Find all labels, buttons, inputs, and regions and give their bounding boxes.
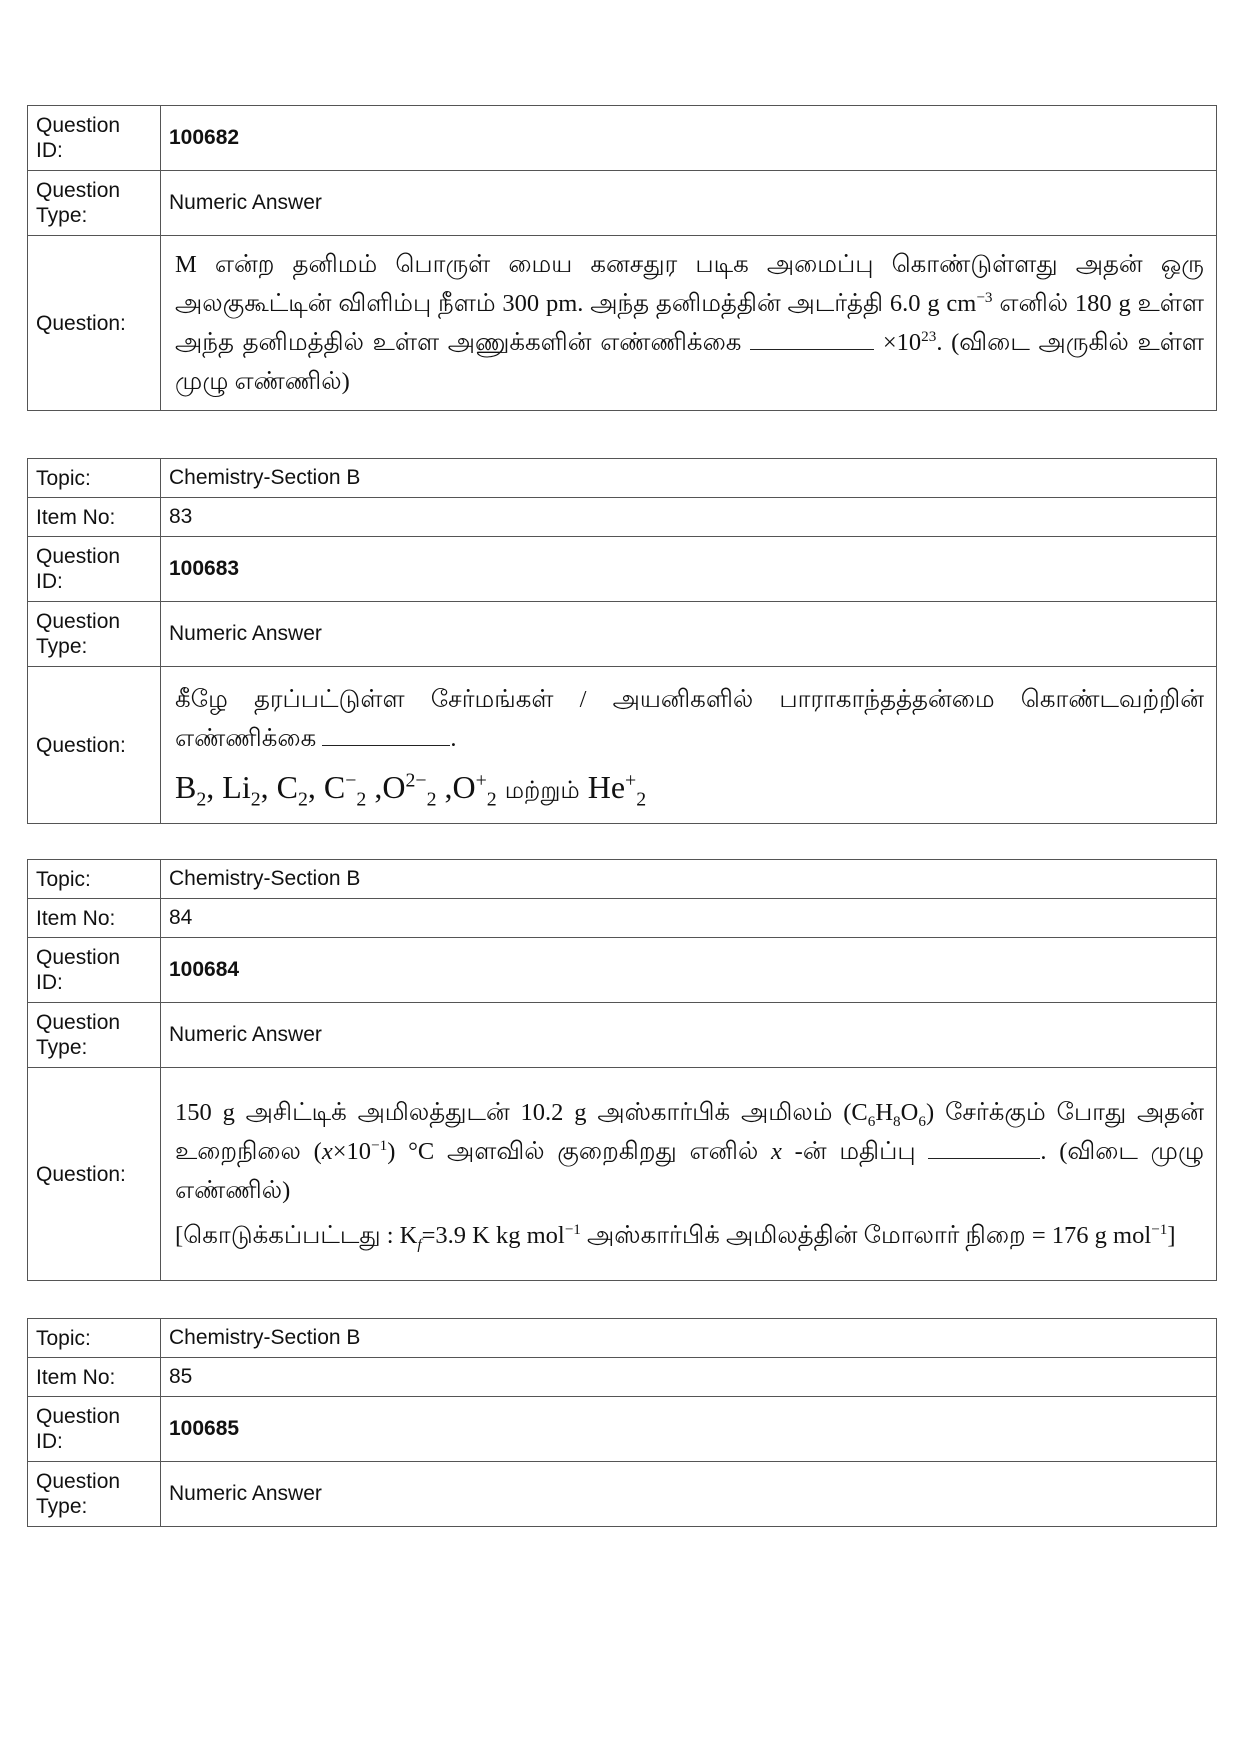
question-label: Question: (28, 1068, 161, 1281)
question-type-label: Question Type: (28, 171, 161, 236)
given-part: அஸ்கார்பிக் அமிலத்தின் மோலார் நிறை = 176 g mol (587, 1222, 1152, 1249)
question-label: Question: (28, 667, 161, 824)
question-type-label: Question Type: (28, 602, 161, 667)
question-block-100685 (27, 1318, 1217, 1527)
topic-value: Chemistry-Section B (161, 860, 1217, 899)
question-id-value: 100683 (161, 537, 1217, 602)
answer-blank (928, 1140, 1040, 1159)
question-text-cell (161, 667, 1217, 824)
item-no-label: Item No: (28, 899, 161, 938)
exponent: −1 (1151, 1220, 1168, 1238)
question-text (169, 674, 1208, 817)
given-part: =3.9 K kg mol (421, 1222, 565, 1249)
question-text-part: . (விடை முழு எண்ணில்) (175, 1138, 1205, 1204)
exponent: −1 (564, 1220, 581, 1238)
question-text-part: எனில் 180 g உள்ள அந்த தனிமத்தில் உள்ள அணுக்களின் எண்ணிக்கை (175, 290, 1204, 356)
item-no-value: 85 (161, 1358, 1217, 1397)
question-text-part: சேர்க்கும் போது அதன் உறைநிலை (175, 1099, 1205, 1165)
and-word: மற்றும் (504, 777, 580, 804)
ascorbic-acid-formula: $(C_6H_8O_6)$ (843, 1099, 935, 1130)
question-id-value: 100682 (161, 106, 1217, 171)
question-text (169, 239, 1208, 407)
question-text-part: -ன் மதிப்பு (794, 1138, 916, 1165)
question-type-value: Numeric Answer (161, 1462, 1217, 1527)
question-block-100683 (27, 458, 1217, 824)
density-exponent: −3 (976, 288, 993, 306)
question-type-value: Numeric Answer (161, 602, 1217, 667)
closing-bracket: ] (1167, 1222, 1176, 1249)
item-no-value: 84 (161, 899, 1217, 938)
question-block-100684 (27, 859, 1217, 1281)
question-text-cell (161, 236, 1217, 411)
question-type-value: Numeric Answer (161, 171, 1217, 236)
question-type-value: Numeric Answer (161, 1003, 1217, 1068)
topic-value: Chemistry-Section B (161, 1319, 1217, 1358)
question-text-part: கீழே தரப்பட்டுள்ள சேர்மங்கள் / அயனிகளில் பாராகாந்தத்தன்மை கொண்டவற்றின் எண்ணிக்கை (175, 685, 1204, 752)
item-no-label: Item No: (28, 1358, 161, 1397)
item-no-value: 83 (161, 498, 1217, 537)
question-text-part: . (விடை அருகில் உள்ள முழு எண்ணில்) (175, 329, 1204, 395)
question-text-part: °C அளவில் குறைகிறது எனில் (408, 1138, 759, 1165)
question-text-part: 150 g அசிட்டிக் அமிலத்துடன் 10.2 g அஸ்கார்பிக் அமிலம் (175, 1099, 833, 1126)
question-text-cell (161, 1068, 1217, 1281)
question-id-label: Question ID: (28, 938, 161, 1003)
times-ten: ×10 (882, 329, 922, 356)
question-text-part: M என்ற தனிமம் பொருள் மைய கனசதுர படிக அமைப்பு கொண்டுள்ளது அதன் ஒரு அலகுகூட்டின் விளிம்பு நீளம் 300 pm. அந்த தனிமத்தின் அடர்த்தி 6.0 g cm (175, 251, 1204, 317)
topic-label: Topic: (28, 459, 161, 498)
question-text: 150 g அசிட்டிக் அமிலத்துடன் 10.2 g அஸ்கார்பிக் அமிலம் $(C_6H_8O_6)$ சேர்க்கும் போது அதன் உறைநிலை $(x\times 10^{-1})$ °C அளவில் குறைகிறது எனில் x -ன் மதிப்பு . (விடை முழு எண்ணில்) [கொடுக்கப்பட்டது : $K_f=3.9$ K kg mol$^{-1}$ அஸ்கார்பிக் அமிலத்தின் மோலார் நிறை = 176 g mol$^{-1}$] (175, 1099, 1205, 1253)
period: . (450, 724, 457, 752)
question-id-label: Question ID: (28, 537, 161, 602)
question-label: Question: (28, 236, 161, 411)
item-no-label: Item No: (28, 498, 161, 537)
question-id-value: 100684 (161, 938, 1217, 1003)
question-id-label: Question ID: (28, 106, 161, 171)
question-type-label: Question Type: (28, 1462, 161, 1527)
question-type-label: Question Type: (28, 1003, 161, 1068)
question-id-label: Question ID: (28, 1397, 161, 1462)
topic-value: Chemistry-Section B (161, 459, 1217, 498)
question-id-value: 100685 (161, 1397, 1217, 1462)
question-block-100682 (27, 105, 1217, 411)
answer-blank (322, 727, 450, 746)
topic-label: Topic: (28, 1319, 161, 1358)
answer-blank (750, 331, 874, 350)
times-ten-exponent: 23 (921, 327, 937, 345)
freezing-expression: $(x\times 10^{-1})$ (313, 1136, 396, 1165)
topic-label: Topic: (28, 860, 161, 899)
species-formula-list: $B_2$, $Li_2$, $C_2$, $C^-_2$ $,O^{2-}_2$ $,O^+_2$ மற்றும் $He^+_2$ (175, 768, 647, 810)
given-part: [கொடுக்கப்பட்டது : K (175, 1222, 418, 1249)
variable-x: x (771, 1138, 782, 1165)
